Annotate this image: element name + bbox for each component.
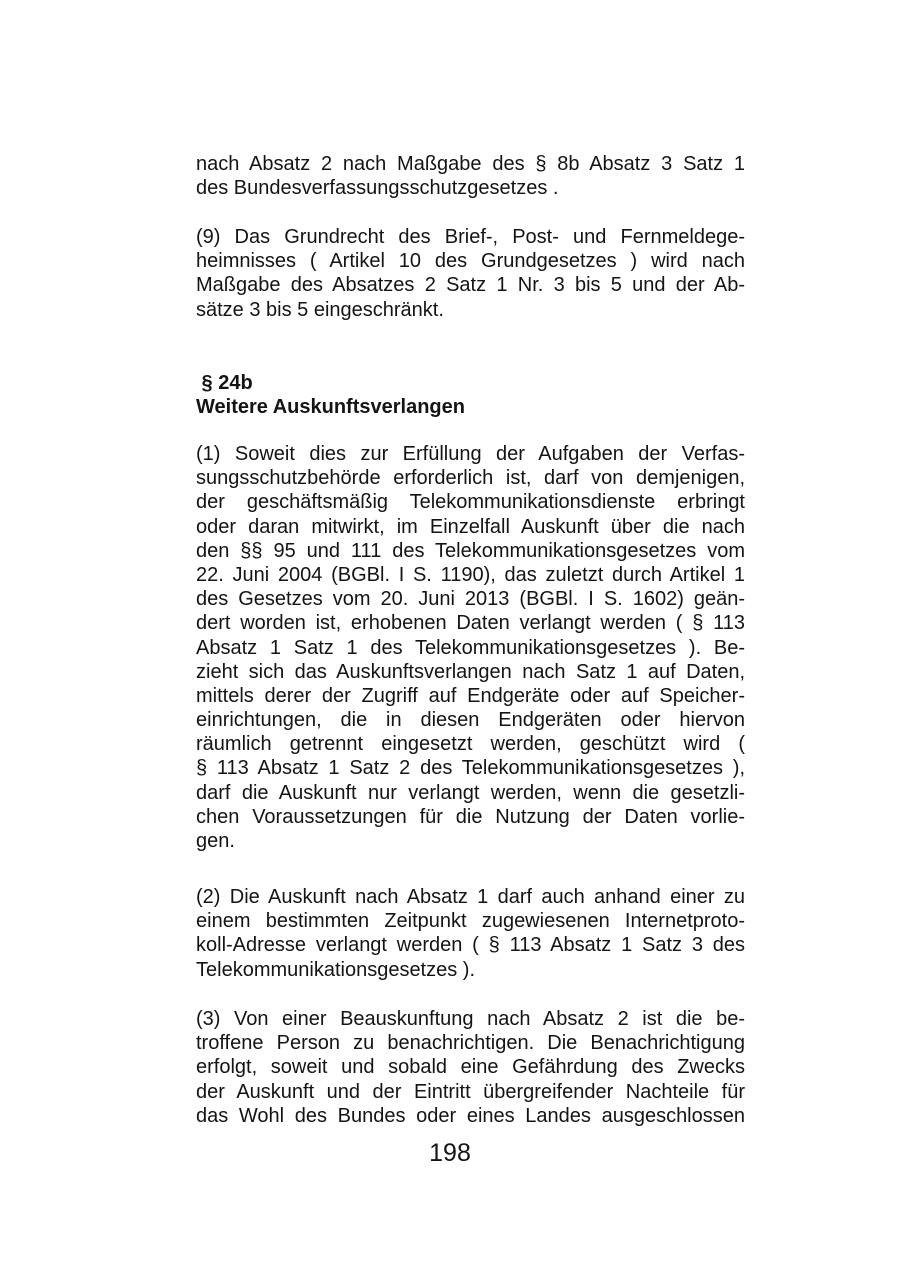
text-line: der Auskunft und der Eintritt übergreifender Nachteile für: [196, 1080, 745, 1103]
text-line: des Bundesverfassungsschutzgesetzes .: [196, 177, 559, 200]
text-line: koll-Adresse verlangt werden ( § 113 Absatz 1 Satz 3 des: [196, 934, 745, 957]
text-line: erfolgt, soweit und sobald eine Gefährdung des Zwecks: [196, 1056, 745, 1079]
section-paragraph-1: [196, 442, 745, 853]
text-line: chen Voraussetzungen für die Nutzung der Daten vorlie-: [196, 805, 745, 828]
text-line: einrichtungen, die in diesen Endgeräten oder hiervon: [196, 709, 745, 732]
text-line: zieht sich das Auskunftsverlangen nach Satz 1 auf Daten,: [196, 660, 745, 683]
text-line: 22. Juni 2004 (BGBl. I S. 1190), das zuletzt durch Artikel 1: [196, 563, 745, 586]
text-line: nach Absatz 2 nach Maßgabe des § 8b Absatz 3 Satz 1: [196, 153, 745, 175]
section-heading: [196, 371, 745, 419]
section-paragraph-3: [196, 1007, 745, 1128]
page-number: 198: [429, 1139, 471, 1167]
text-line: darf die Auskunft nur verlangt werden, wenn die gesetzli-: [196, 781, 745, 804]
text-line: oder daran mitwirkt, im Einzelfall Auskunft über die nach: [196, 515, 745, 538]
text-line: (3) Von einer Beauskunftung nach Absatz 2 ist die be-: [196, 1008, 745, 1030]
text-line: den §§ 95 und 111 des Telekommunikationsgesetzes vom: [196, 539, 745, 562]
paragraph-continuation: [196, 152, 745, 200]
section-title: Weitere Auskunftsverlangen: [196, 396, 465, 419]
text-line: dert worden ist, erhobenen Daten verlangt werden ( § 113: [196, 612, 745, 635]
text-line: (1) Soweit dies zur Erfüllung der Aufgaben der Verfas-: [196, 443, 745, 465]
section-paragraph-2: [196, 885, 745, 982]
text-line: (9) Das Grundrecht des Brief-, Post- und Fernmeldege-: [196, 226, 745, 248]
text-line: das Wohl des Bundes oder eines Landes ausgeschlossen: [196, 1104, 745, 1127]
text-line: des Gesetzes vom 20. Juni 2013 (BGBl. I S. 1602) geän-: [196, 588, 745, 611]
text-line: einem bestimmten Zeitpunkt zugewiesenen Internetproto-: [196, 910, 745, 933]
section-number: § 24b: [196, 372, 253, 394]
text-line: räumlich getrennt eingesetzt werden, geschützt wird (: [196, 733, 745, 756]
text-line: Absatz 1 Satz 1 des Telekommunikationsgesetzes ). Be-: [196, 636, 745, 659]
text-line: sungsschutzbehörde erforderlich ist, darf von demjenigen,: [196, 467, 745, 490]
text-line: troffene Person zu benachrichtigen. Die Benachrichtigung: [196, 1032, 745, 1055]
text-line: heimnisses ( Artikel 10 des Grundgesetzes ) wird nach: [196, 250, 745, 273]
paragraph-9: [196, 225, 745, 322]
text-line: mittels derer der Zugriff auf Endgeräte oder auf Speicher-: [196, 684, 745, 707]
text-line: gen.: [196, 830, 235, 852]
text-line: § 113 Absatz 1 Satz 2 des Telekommunikationsgesetzes ),: [196, 757, 745, 780]
text-line: Telekommunikationsgesetzes ).: [196, 958, 476, 981]
text-line: der geschäftsmäßig Telekommunikationsdienste erbringt: [196, 491, 745, 514]
text-line: (2) Die Auskunft nach Absatz 1 darf auch anhand einer zu: [196, 886, 745, 908]
text-line: Maßgabe des Absatzes 2 Satz 1 Nr. 3 bis 5 und der Ab-: [196, 274, 745, 297]
text-line: sätze 3 bis 5 eingeschränkt.: [196, 298, 444, 321]
